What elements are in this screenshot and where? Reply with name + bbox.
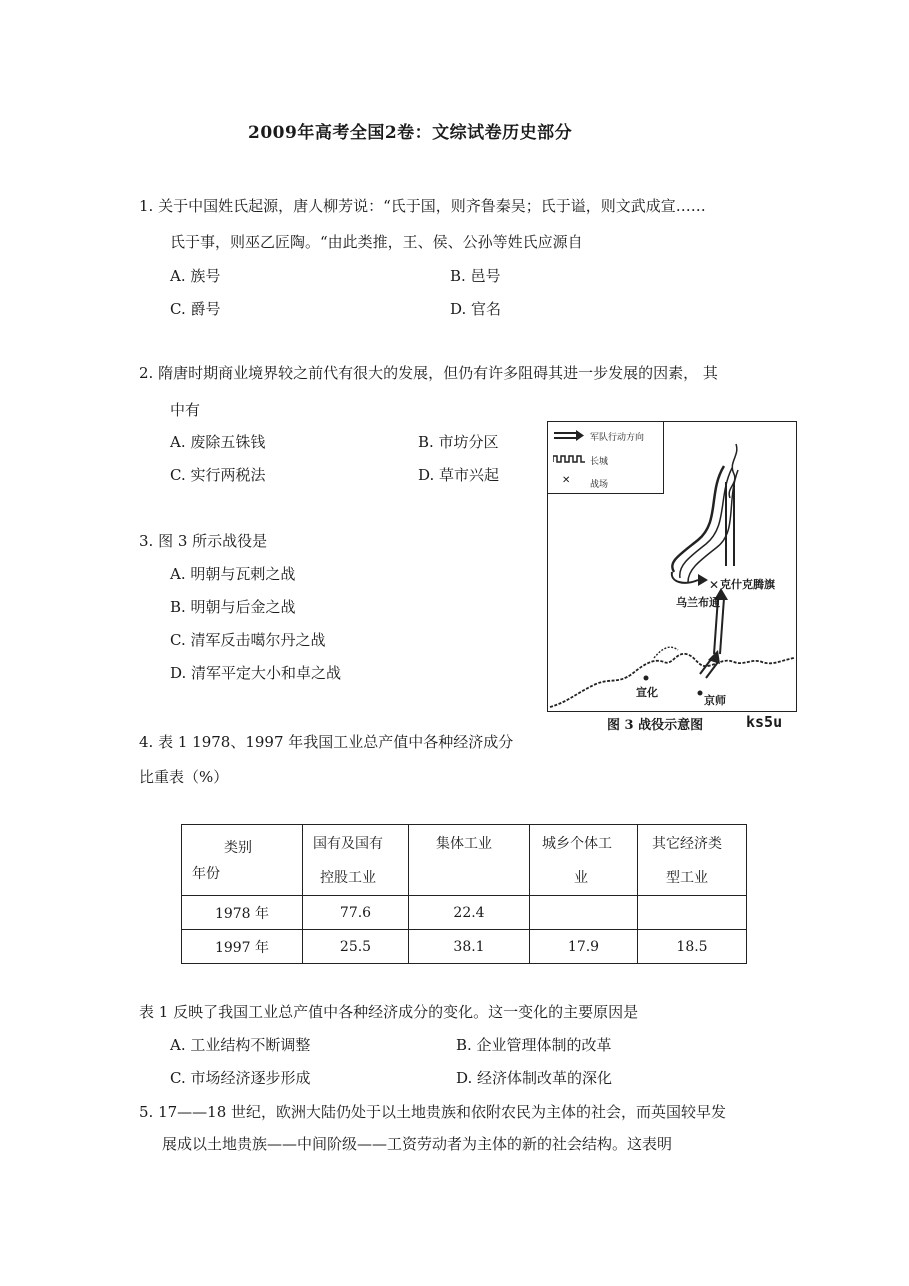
q3-option-a: A. 明朝与瓦剌之战 (170, 565, 296, 583)
q1-option-d: D. 官名 (450, 300, 502, 318)
q1-text-line2: 氏于事，则巫乙匠陶。“由此类推，王、侯、公孙等姓氏应源自 (170, 233, 583, 251)
q5-text-line1: 5. 17——18 世纪，欧洲大陆仍处于以土地贵族和依附农民为主体的社会，而英国较早发 (139, 1103, 727, 1121)
q4-option-d: D. 经济体制改革的深化 (456, 1069, 613, 1087)
q3-option-d: D. 清军平定大小和卓之战 (170, 664, 342, 682)
q1-option-b: B. 邑号 (450, 267, 501, 285)
q2-text-line2: 中有 (170, 401, 201, 419)
q4-follow-up-text: 表 1 反映了我国工业总产值中各种经济成分的变化。这一变化的主要原因是 (139, 1003, 639, 1021)
q4-option-c: C. 市场经济逐步形成 (170, 1069, 311, 1087)
q4-option-b: B. 企业管理体制的改革 (456, 1036, 612, 1054)
q3-text-line1: 3. 图 3 所示战役是 (139, 532, 268, 550)
q2-option-c: C. 实行两税法 (170, 466, 266, 484)
q1-text-line1: 1. 关于中国姓氏起源，唐人柳芳说：“氏于国，则齐鲁秦吴；氏于谥，则文武成宣…… (139, 197, 706, 215)
table-cell: 25.5 (303, 930, 409, 964)
q2-option-b: B. 市坊分区 (418, 433, 499, 451)
place-keshiketengqi: 克什克腾旗 (720, 578, 775, 591)
q1-option-c: C. 爵号 (170, 300, 221, 318)
page-title: 2009年高考全国2卷：文综试卷历史部分 (248, 123, 573, 143)
table-cell: 38.1 (409, 930, 530, 964)
q5-text-line2: 展成以土地贵族——中间阶级——工资劳动者为主体的新的社会结构。这表明 (162, 1135, 673, 1153)
battle-map-figure (547, 421, 797, 712)
battlefield-legend-icon: ✕ (562, 475, 571, 486)
table-cell: 18.5 (638, 930, 747, 964)
header-line1: 城乡个体工 (542, 836, 612, 852)
table-header-cell (303, 825, 409, 896)
corner-year-label: 年份 (192, 866, 220, 882)
header-line2: 业 (574, 870, 588, 886)
place-jingshi: 京师 (704, 694, 726, 707)
table-cell: 17.9 (530, 930, 638, 964)
map-drawing (548, 422, 796, 711)
table-header-row (182, 825, 747, 896)
legend-march-direction: 军队行动方向 (590, 433, 645, 443)
header-line1: 其它经济类 (652, 836, 722, 852)
q4-option-a: A. 工业结构不断调整 (170, 1036, 311, 1054)
header-line1: 集体工业 (436, 836, 492, 852)
header-line2: 型工业 (666, 870, 708, 886)
q4-text-line2: 比重表（%） (139, 768, 229, 786)
q3-option-c: C. 清军反击噶尔丹之战 (170, 631, 326, 649)
q2-option-d: D. 草市兴起 (418, 466, 500, 484)
q3-option-b: B. 明朝与后金之战 (170, 598, 296, 616)
legend-battlefield: 战场 (590, 480, 609, 490)
table-corner-cell (182, 825, 303, 896)
table-header-cell (409, 825, 530, 896)
map-caption: 图 3 战役示意图 (607, 718, 704, 733)
table-row (182, 930, 747, 964)
industry-share-table (181, 824, 747, 964)
table-cell: 1978 年 (182, 896, 303, 930)
corner-category-label: 类别 (224, 840, 252, 856)
legend-great-wall: 长城 (590, 457, 609, 467)
table-cell: 77.6 (303, 896, 409, 930)
watermark-label: ks5u (746, 713, 783, 731)
table-cell: 22.4 (409, 896, 530, 930)
place-xuanhua: 宣化 (636, 686, 658, 699)
table-header-cell (638, 825, 747, 896)
table-cell (638, 896, 747, 930)
q1-option-a: A. 族号 (170, 267, 221, 285)
table-row (182, 896, 747, 930)
q2-option-a: A. 废除五铢钱 (170, 433, 266, 451)
table-cell (530, 896, 638, 930)
svg-text:✕: ✕ (709, 578, 720, 592)
table-cell: 1997 年 (182, 930, 303, 964)
header-line2: 控股工业 (320, 870, 376, 886)
header-line1: 国有及国有 (313, 836, 383, 852)
q4-text-line1: 4. 表 1 1978、1997 年我国工业总产值中各种经济成分 (139, 733, 514, 751)
place-wulanbutong: 乌兰布通 (676, 596, 720, 609)
q2-text-line1: 2. 隋唐时期商业境界较之前代有很大的发展，但仍有许多阻碍其进一步发展的因素， 其 (139, 364, 718, 382)
table-header-cell (530, 825, 638, 896)
